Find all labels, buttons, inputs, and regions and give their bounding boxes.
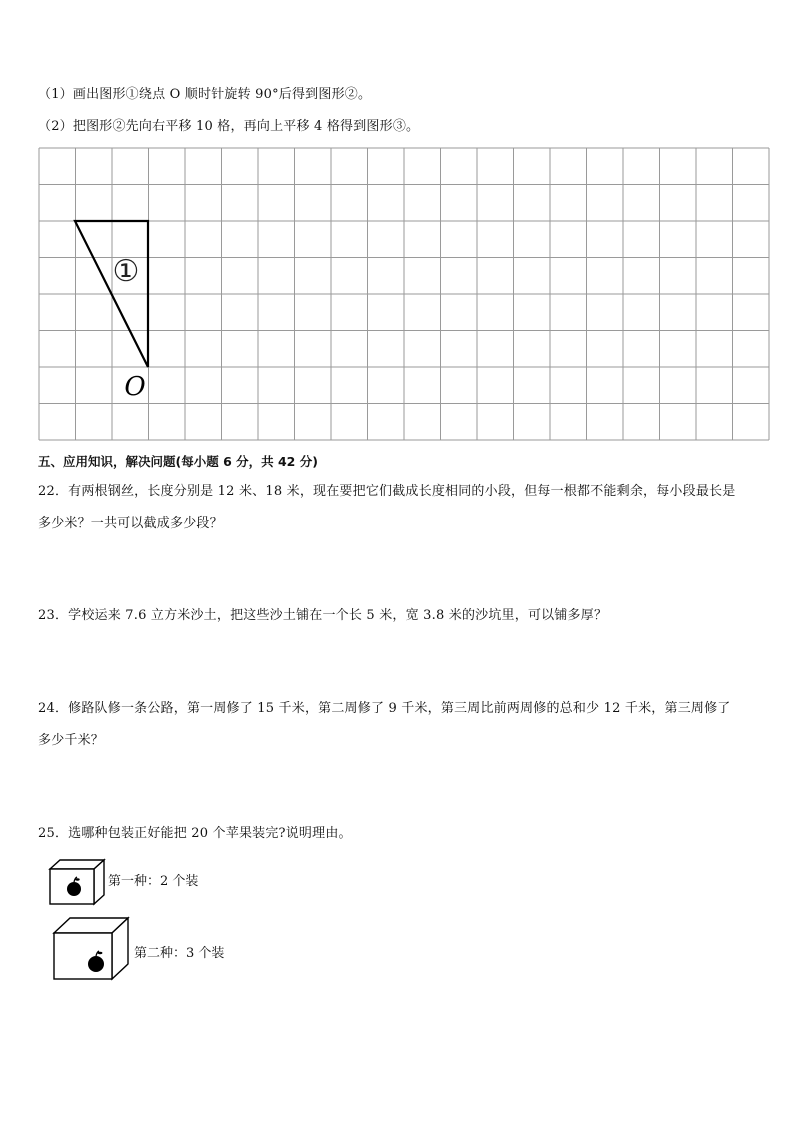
apple-box-icon [51, 915, 131, 981]
question-22-line1: 22．有两根钢丝，长度分别是 12 米、18 米，现在要把它们截成长度相同的小段，但每一根都不能剩余，每小段最长是 [38, 484, 736, 499]
pivot-point-label: O [124, 372, 146, 402]
package-2-box [51, 915, 131, 985]
shape-label: ① [112, 254, 140, 289]
question-22-line2: 多少米？一共可以截成多少段？ [38, 516, 223, 531]
instruction-part1: （1）画出图形①绕点 O 顺时针旋转 90°后得到图形②。 [38, 87, 372, 102]
section-title: 五、应用知识，解决问题(每小题 6 分，共 42 分) [38, 454, 318, 469]
question-25: 25．选哪种包装正好能把 20 个苹果装完?说明理由。 [38, 826, 352, 841]
question-23: 23．学校运来 7.6 立方米沙土，把这些沙土铺在一个长 5 米，宽 3.8 米的沙坑里，可以铺多厚？ [38, 608, 608, 623]
question-24-line2: 多少千米？ [38, 733, 105, 748]
package-1-label: 第一种：2 个装 [108, 874, 199, 889]
package-1-box [47, 857, 107, 911]
question-24-line1: 24．修路队修一条公路，第一周修了 15 千米，第二周修了 9 千米，第三周比前两周修的总和少 12 千米，第三周修了 [38, 701, 731, 716]
grid-figure [38, 147, 770, 441]
grid-svg [38, 147, 770, 441]
instruction-part2: （2）把图形②先向右平移 10 格，再向上平移 4 格得到图形③。 [38, 119, 420, 134]
apple-box-icon [47, 857, 107, 907]
package-2-label: 第二种：3 个装 [134, 946, 225, 961]
